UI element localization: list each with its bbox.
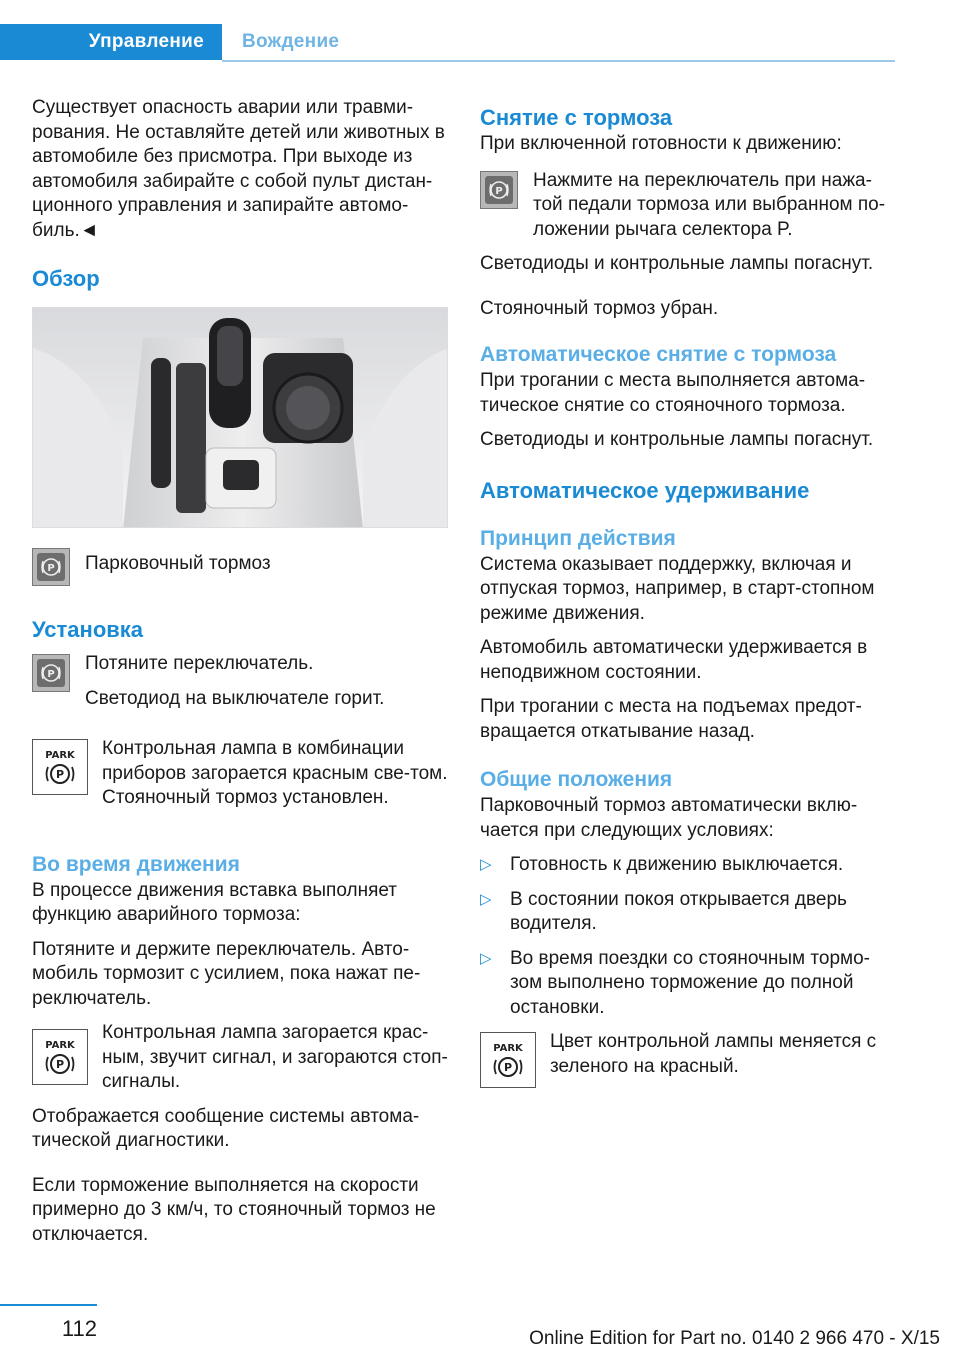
setting-heading: Установка xyxy=(32,617,144,642)
general-heading: Общие положения xyxy=(480,768,673,791)
list-item-text: В состоянии покоя открывается дверь водителя. xyxy=(510,888,847,934)
page-number: 112 xyxy=(61,1316,97,1341)
tab-divider xyxy=(222,60,895,62)
svg-text:P: P xyxy=(503,1061,513,1074)
console-photo xyxy=(32,307,448,528)
park-warning-icon xyxy=(32,739,88,795)
while-driving-text: В процессе движения вставка выполняет функцию аварийного тормоза: xyxy=(32,879,397,925)
park-warning-icon xyxy=(480,1032,536,1088)
leds-off-text-1: Светодиоды и контрольные лампы погаснут. xyxy=(480,253,874,274)
list-item xyxy=(480,888,900,937)
release-intro-text: При включенной готовности к движению: xyxy=(480,133,842,154)
svg-text:P: P xyxy=(47,563,55,574)
tab-driving[interactable]: Вождение xyxy=(242,31,340,52)
parking-brake-switch-icon xyxy=(480,171,518,209)
left-column xyxy=(32,96,452,1247)
parking-brake-label: Парковочный тормоз xyxy=(85,553,271,574)
lamp-color-row xyxy=(480,1030,900,1088)
park-icon-label: PARK xyxy=(45,1040,75,1051)
leds-off-text-2: Светодиоды и контрольные лампы погаснут. xyxy=(480,429,874,450)
diagnostic-message-text: Отображается сообщение системы автома-тической диагностики. xyxy=(32,1105,420,1151)
auto-release-text: При трогании с места выполняется автома-тическое снятие со стояночного тормоза. xyxy=(480,370,866,416)
release-heading: Снятие с тормоза xyxy=(480,105,673,130)
brake-released-text: Стояночный тормоз убран. xyxy=(480,297,719,319)
lamp-color-text: Цвет контрольной лампы меняется с зеленого на красный. xyxy=(550,1031,877,1077)
principle-heading: Принцип действия xyxy=(480,526,676,550)
park-icon-label: PARK xyxy=(493,1043,523,1054)
section-tabs xyxy=(0,24,895,62)
tab-controls[interactable]: Управление xyxy=(0,24,222,60)
parking-brake-switch-icon xyxy=(32,654,70,692)
auto-hold-heading: Автоматическое удерживание xyxy=(480,477,810,503)
low-speed-text: Если торможение выполняется на скорости примерно до 3 км/ч, то стояночный тормоз не отключается. xyxy=(32,1174,436,1245)
svg-text:P: P xyxy=(55,1058,65,1071)
principle-text-1: Система оказывает поддержку, включая и отпуская тормоз, например, в старт-стопном режиме движения. xyxy=(480,553,875,624)
pull-switch-row xyxy=(32,652,452,711)
press-switch-text: Нажмите на переключатель при нажа-той педали тормоза или выбранном по-ложении рычага селектора P. xyxy=(533,169,886,240)
auto-release-heading: Автоматическое снятие с тормоза xyxy=(480,343,837,366)
principle-text-2: Автомобиль автоматически удерживается в неподвижном состоянии. xyxy=(480,637,868,683)
pull-and-hold-text: Потяните и держите переключатель. Авто-мобиль тормозит с усилием, пока нажат пе-реключатель. xyxy=(32,938,421,1009)
list-item xyxy=(480,853,900,878)
overview-heading: Обзор xyxy=(32,266,100,291)
pull-switch-text: Потяните переключатель. xyxy=(85,653,314,674)
parking-brake-caption-row xyxy=(32,546,452,586)
signal-lamp-row xyxy=(32,1021,452,1095)
right-column xyxy=(480,96,900,1088)
svg-text:P: P xyxy=(55,768,65,781)
park-warning-icon xyxy=(32,1029,88,1085)
red-lamp-row xyxy=(32,737,452,811)
list-item-text: Готовность к движению выключается. xyxy=(510,854,844,875)
parking-brake-switch-icon xyxy=(32,548,70,586)
list-item xyxy=(480,947,900,1021)
console-illustration xyxy=(33,308,448,528)
general-text: Парковочный тормоз автоматически вклю-чается при следующих условиях: xyxy=(480,795,858,841)
principle-text-3: При трогании с места на подъемах предот-вращается откатывание назад. xyxy=(480,696,862,742)
edition-footer: Online Edition for Part no. 0140 2 966 470 - X/15 xyxy=(529,1328,940,1349)
bullet-triangle-icon: ▷ xyxy=(480,890,492,908)
bullet-triangle-icon: ▷ xyxy=(480,949,492,967)
footer-rule xyxy=(0,1304,97,1306)
press-switch-row xyxy=(480,169,900,243)
red-lamp-text: Контрольная лампа в комбинации приборов загорается красным све-том. Стояночный тормоз установлен. xyxy=(102,738,448,808)
park-icon-label: PARK xyxy=(45,750,75,761)
list-item-text: Во время поездки со стояночным тормо-зом выполнено торможение до полной остановки. xyxy=(510,947,870,1018)
warning-paragraph: Существует опасность аварии или травми-рования. Не оставляйте детей или животных в автомобиле без присмотра. При выходе из автомобиля забирайте с собой пульт дистан-ционного управления и запирайте автомо-биль.◄ xyxy=(32,97,445,241)
svg-text:P: P xyxy=(47,669,55,680)
while-driving-heading: Во время движения xyxy=(32,852,240,876)
svg-text:P: P xyxy=(495,185,503,197)
bullet-triangle-icon: ▷ xyxy=(480,856,492,873)
led-on-text: Светодиод на выключателе горит. xyxy=(85,687,385,709)
signal-lamp-text: Контрольная лампа загорается крас-ным, звучит сигнал, и загораются стоп-сигналы. xyxy=(102,1022,448,1092)
